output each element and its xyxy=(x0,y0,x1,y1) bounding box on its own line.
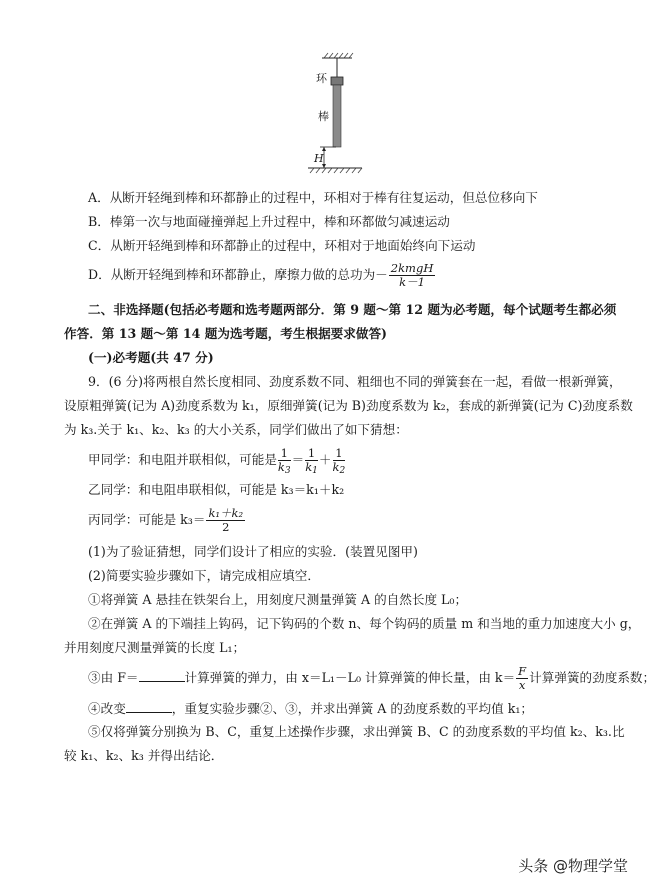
q9-line2: 设原粗弹簧(记为 A)劲度系数为 k₁，原细弹簧(记为 B)劲度系数为 k₂，套成的新弹簧(记为 C)劲度系数 xyxy=(64,398,633,413)
step4-text-b: ，重复实验步骤②、③，并求出弹簧 A 的劲度系数的平均值 k₁； xyxy=(171,701,534,716)
step3-text-b: 计算弹簧的弹力，由 x＝L₁－L₀ 计算弹簧的伸长量，由 k＝ xyxy=(184,670,516,685)
q9-guess-yi: 乙同学：和电阻串联相似，可能是 k₃＝k₁＋k₂ xyxy=(88,482,345,497)
bing-numerator: k₁＋k₂ xyxy=(208,506,244,520)
option-d-text: D．从断开轻绳到棒和环都静止，摩擦力做的总功为－ xyxy=(88,267,388,282)
section2-heading-line2: 作答．第 13 题～第 14 题为选考题，考生根据要求做答) xyxy=(64,326,388,341)
jia-frac-3: $\frac{1}{k_2}$ xyxy=(332,446,346,476)
q9-guess-bing xyxy=(88,506,246,534)
option-d-denominator: k－1 xyxy=(399,275,425,289)
jia-text: 甲同学：和电阻并联相似，可能是 xyxy=(88,452,277,467)
q9-step1: ①将弹簧 A 悬挂在铁架台上，用刻度尺测量弹簧 A 的自然长度 L₀； xyxy=(88,592,468,607)
section2-subheading: (一)必考题(共 47 分) xyxy=(88,350,214,365)
step3-text-a: ③由 F＝ xyxy=(88,670,139,685)
bing-text: 丙同学：可能是 k₃＝ xyxy=(88,512,206,527)
rod-ring-diagram xyxy=(300,50,370,175)
option-d-fraction xyxy=(389,262,436,289)
step4-text-a: ④改变 xyxy=(88,701,126,716)
option-d-numerator: 2kmgH xyxy=(390,261,434,275)
watermark: 头条 @物理学堂 xyxy=(518,857,628,875)
bing-fraction xyxy=(206,507,245,534)
rod-ring-figure xyxy=(300,50,370,175)
rod-label: 棒 xyxy=(318,110,329,123)
q9-step2-line1: ②在弹簧 A 的下端挂上钩码，记下钩码的个数 n、每个钩码的质量 m 和当地的重力加速度大小 g， xyxy=(88,616,641,631)
section2-heading-line1: 二、非选择题(包括必考题和选考题两部分．第 9 题～第 12 题为必考题，每个试题考生都必须 xyxy=(88,302,617,317)
q9-step2-line2: 并用刻度尺测量弹簧的长度 L₁； xyxy=(64,640,246,655)
q9-line1: 9．(6 分)将两根自然长度相同、劲度系数不同、粗细也不同的弹簧套在一起，看做一根新弹簧， xyxy=(88,374,622,389)
change-blank[interactable] xyxy=(126,700,172,713)
step3-text-c: 计算弹簧的劲度系数； xyxy=(529,670,655,685)
option-a: A．从断开轻绳到棒和环都静止的过程中，环相对于棒有往复运动，但总位移向下 xyxy=(88,190,538,205)
jia-frac-2: $\frac{1}{k_1}$ xyxy=(305,446,318,476)
q9-step4 xyxy=(88,700,533,717)
q9-line3: 为 k₃.关于 k₁、k₂、k₃ 的大小关系，同学们做出了如下猜想： xyxy=(64,422,408,437)
ring-label: 环 xyxy=(316,72,327,85)
q9-part2: (2)简要实验步骤如下，请完成相应填空． xyxy=(88,568,320,583)
option-d xyxy=(88,262,436,289)
q9-part1: (1)为了验证猜想，同学们设计了相应的实验．(装置见图甲) xyxy=(88,544,418,559)
q9-step3 xyxy=(88,664,655,692)
option-c: C．从断开轻绳到棒和环都静止的过程中，环相对于地面始终向下运动 xyxy=(88,238,476,253)
q9-step5-line2: 较 k₁、k₂、k₃ 并得出结论． xyxy=(64,748,224,763)
q9-step5-line1: ⑤仅将弹簧分别换为 B、C，重复上述操作步骤，求出弹簧 B、C 的劲度系数的平均值 k₂、k₃.比 xyxy=(88,724,625,739)
bing-denominator: 2 xyxy=(222,520,230,534)
k-formula-fraction: $\frac{F}{x}$ xyxy=(518,664,527,692)
jia-frac-1: $\frac{1}{k_3}$ xyxy=(277,446,291,476)
option-b: B．棒第一次与地面碰撞弹起上升过程中，棒和环都做匀减速运动 xyxy=(88,214,450,229)
force-blank[interactable] xyxy=(139,669,185,682)
q9-guess-jia: 甲同学：和电阻并联相似，可能是 $\frac{1}{k_3}$ ＝ $\frac{1}{k_1}$ ＋ $\frac{1}{k_2}$ xyxy=(88,446,346,476)
h-label: H xyxy=(314,152,324,165)
